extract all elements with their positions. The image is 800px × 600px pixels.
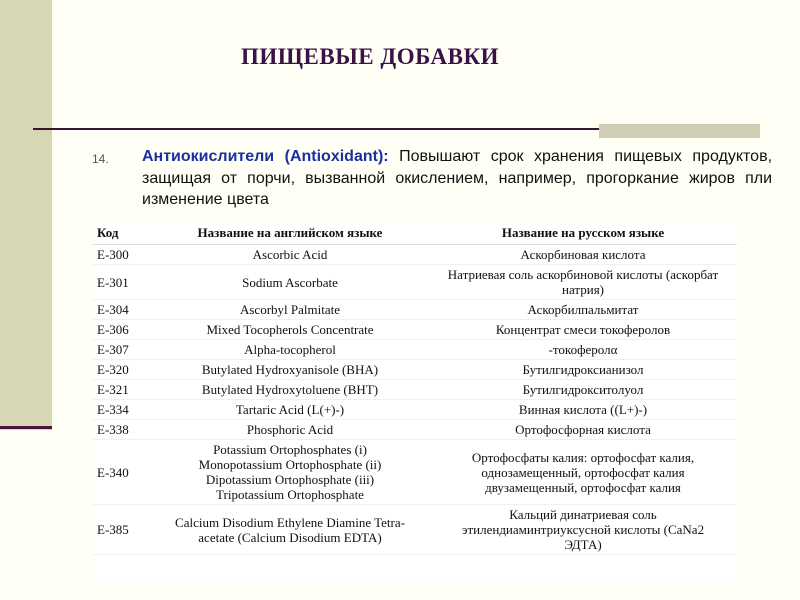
cell-russian-name: Бутилгидрокситолуол (429, 380, 737, 400)
additives-table (93, 222, 737, 555)
cell-english-name: Tartaric Acid (L(+)-) (151, 400, 429, 420)
header-russian-name: Название на русском языке (429, 222, 737, 245)
cell-code: Е-306 (93, 320, 151, 340)
cell-code: Е-340 (93, 440, 151, 505)
cell-russian-name: Кальций динатриевая соль этилендиаминтриуксусной кислоты (CaNa2 ЭДТА) (429, 505, 737, 555)
point-text-block (142, 146, 772, 211)
cell-russian-name: Концентрат смеси токоферолов (429, 320, 737, 340)
cell-code: Е-307 (93, 340, 151, 360)
cell-english-name: Calcium Disodium Ethylene Diamine Tetra- acetate (Calcium Disodium EDTA) (151, 505, 429, 555)
cell-code: Е-385 (93, 505, 151, 555)
cell-code: Е-334 (93, 400, 151, 420)
table-row (93, 440, 737, 505)
cell-english-name: Phosphoric Acid (151, 420, 429, 440)
cell-english-name: Ascorbyl Palmitate (151, 300, 429, 320)
cell-english-name: Butylated Hydroxyanisole (BHA) (151, 360, 429, 380)
table-header-row (93, 222, 737, 245)
cell-english-name: Sodium Ascorbate (151, 265, 429, 300)
table-row (93, 505, 737, 555)
cell-code: Е-320 (93, 360, 151, 380)
cell-russian-name: Аскорбилпальмитат (429, 300, 737, 320)
cell-english-name: Butylated Hydroxytoluene (BHT) (151, 380, 429, 400)
table-row (93, 265, 737, 300)
cell-english-name: Alpha-tocopherol (151, 340, 429, 360)
divider-accent-block (599, 124, 760, 138)
cell-english-name: Mixed Tocopherols Concentrate (151, 320, 429, 340)
cell-english-name: Potassium Ortophosphates (i) Monopotassium Ortophosphate (ii) Dipotassium Ortophosphate (iii) Tripotassium Ortophosphate (151, 440, 429, 505)
cell-russian-name: Бутилгидроксианизол (429, 360, 737, 380)
cell-russian-name: Аскорбиновая кислота (429, 245, 737, 265)
slide-title: ПИЩЕВЫЕ ДОБАВКИ (240, 44, 500, 69)
table-row (93, 380, 737, 400)
table-row (93, 420, 737, 440)
additives-table-container (93, 222, 737, 582)
cell-code: Е-301 (93, 265, 151, 300)
table-row (93, 300, 737, 320)
point-number: 14. (92, 152, 109, 166)
table-row (93, 245, 737, 265)
cell-russian-name: Ортофосфорная кислота (429, 420, 737, 440)
left-bar-underline (0, 426, 52, 429)
cell-code: Е-304 (93, 300, 151, 320)
point-description: Повышают срок хранения пищевых продуктов, защищая от порчи, вызванной окислением, например, прогоркание жиров пли изменение цвета (142, 148, 773, 208)
table-row (93, 400, 737, 420)
cell-english-name: Ascorbic Acid (151, 245, 429, 265)
cell-code: Е-300 (93, 245, 151, 265)
left-decorative-bar (0, 0, 52, 430)
cell-code: Е-321 (93, 380, 151, 400)
cell-code: Е-338 (93, 420, 151, 440)
cell-russian-name: Ортофосфаты калия: ортофосфат калия, однозамещенный, ортофосфат калия двузамещенный, ортофосфат калия (429, 440, 737, 505)
header-code: Код (93, 222, 151, 245)
point-heading: Антиокислители (Antioxidant): (142, 148, 389, 165)
cell-russian-name: -токоферолα (429, 340, 737, 360)
table-row (93, 360, 737, 380)
header-english-name: Название на английском языке (151, 222, 429, 245)
table-row (93, 320, 737, 340)
bullet-point (92, 146, 772, 211)
cell-russian-name: Винная кислота ((L+)-) (429, 400, 737, 420)
table-row (93, 340, 737, 360)
cell-russian-name: Натриевая соль аскорбиновой кислоты (аскорбат натрия) (429, 265, 737, 300)
